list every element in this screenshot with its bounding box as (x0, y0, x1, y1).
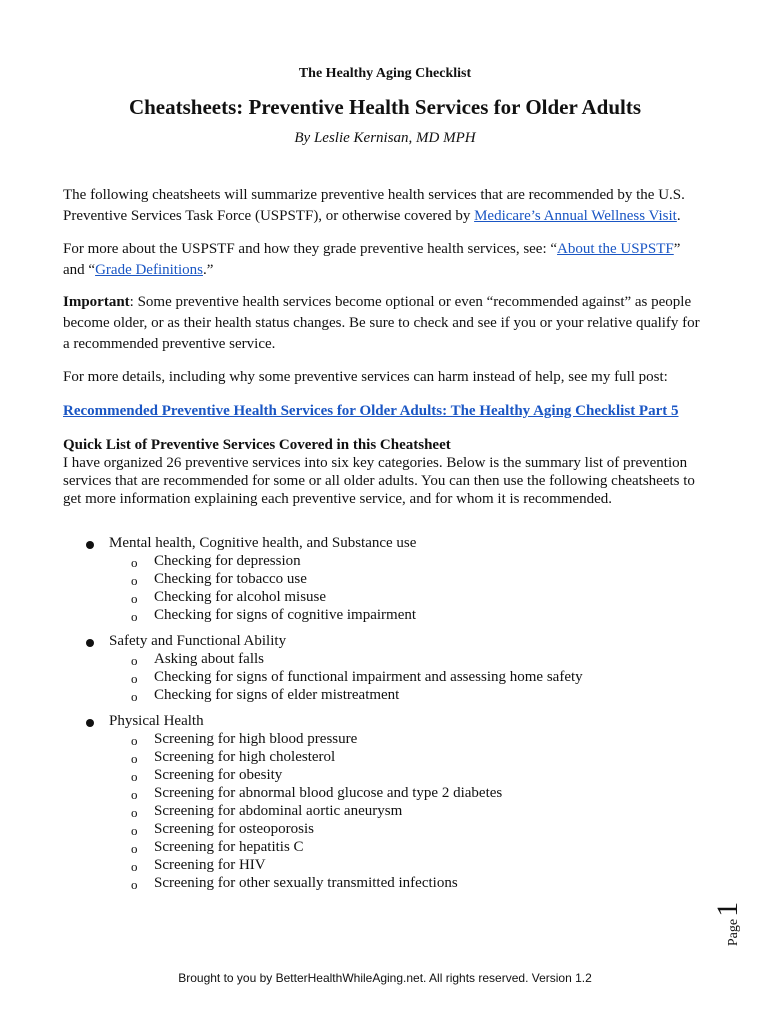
intro-line-2 (63, 206, 713, 227)
sub-bullet: o (131, 733, 138, 748)
sub-bullet: o (131, 859, 138, 874)
important-line-1 (63, 292, 713, 313)
sub-bullet: o (131, 787, 138, 802)
intro-line-1: The following cheatsheets will summarize preventive health services that are recommended by the U.S. (63, 187, 685, 203)
bullet-dot (86, 719, 94, 727)
about-uspstf-link[interactable]: About the USPSTF (557, 241, 674, 257)
sub-bullet: o (131, 653, 138, 668)
page-marker (700, 900, 770, 948)
page-marker-rotated (711, 889, 759, 959)
uspstf-paragraph (63, 239, 713, 281)
sub-bullet: o (131, 689, 138, 704)
important-paragraph (63, 292, 713, 355)
quick-list-section (63, 436, 713, 508)
important-label: Important (63, 294, 130, 310)
list-item: Screening for osteoporosis (154, 821, 314, 837)
quick-list-line-2: services that are recommended for some or all older adults. You can then use the following cheatsheets to (63, 473, 695, 489)
checklist-title: The Healthy Aging Checklist (298, 66, 472, 81)
page-title: Cheatsheets: Preventive Health Services for Older Adults (128, 95, 642, 119)
list-item: Screening for abnormal blood glucose and type 2 diabetes (154, 785, 503, 801)
quick-list-line-1: I have organized 26 preventive services into six key categories. Below is the summary list of prevention (63, 455, 688, 471)
sub-bullet: o (131, 573, 138, 588)
important-line-3: a recommended preventive service. (63, 336, 276, 352)
list-item: Asking about falls (154, 651, 264, 667)
list-item: Screening for obesity (154, 767, 283, 783)
quote-close: ” (673, 241, 681, 257)
list-item: Checking for signs of elder mistreatment (154, 687, 400, 703)
sub-bullet: o (131, 609, 138, 624)
sub-bullet: o (131, 591, 138, 606)
list-item: Checking for signs of cognitive impairment (154, 607, 417, 623)
category-title: Safety and Functional Ability (109, 633, 287, 649)
uspstf-line-1 (63, 239, 713, 260)
page-label: Page (726, 918, 741, 947)
list-item: Screening for high cholesterol (154, 749, 336, 765)
important-line-2: become older, or as their health status changes. Be sure to check and see if you or your relative qualify for (63, 315, 700, 331)
list-item: Screening for other sexually transmitted infections (154, 875, 458, 891)
intro-paragraph (63, 185, 713, 227)
list-item: Screening for hepatitis C (154, 839, 304, 855)
sub-bullet: o (131, 823, 138, 838)
sub-bullet: o (131, 805, 138, 820)
list-item: Checking for depression (154, 553, 301, 569)
sub-bullet: o (131, 751, 138, 766)
list-item: Screening for HIV (154, 857, 266, 873)
intro-text: Preventive Services Task Force (USPSTF), or otherwise covered by (63, 208, 475, 224)
footer: Brought to you by BetterHealthWhileAging.net. All rights reserved. Version 1.2 (178, 971, 592, 985)
list-item: Checking for signs of functional impairment and assessing home safety (154, 669, 583, 685)
sub-bullet: o (131, 877, 138, 892)
list-item: Checking for alcohol misuse (154, 589, 327, 605)
quick-list-heading: Quick List of Preventive Services Covered in this Cheatsheet (63, 437, 451, 453)
category-title: Mental health, Cognitive health, and Substance use (109, 535, 417, 551)
quote-end: .” (202, 262, 214, 278)
grade-definitions-link[interactable]: Grade Definitions (95, 262, 203, 278)
full-post-link[interactable]: Recommended Preventive Health Services for Older Adults: The Healthy Aging Checklist Part 5 (63, 403, 679, 419)
important-text: : Some preventive health services become optional or even “recommended against” as people (129, 294, 692, 310)
full-post-link-line (63, 401, 713, 422)
bullet-dot (86, 541, 94, 549)
page-number: 1 (711, 901, 744, 917)
category-title: Physical Health (109, 713, 204, 729)
quick-list-line-3: get more information explaining each preventive service, and for whom it is recommended. (63, 491, 612, 507)
intro-period: . (676, 208, 681, 224)
byline: By Leslie Kernisan, MD MPH (294, 130, 476, 146)
list-item: Screening for high blood pressure (154, 731, 358, 747)
list-item: Screening for abdominal aortic aneurysm (154, 803, 403, 819)
uspstf-text: For more about the USPSTF and how they grade preventive health services, see: “ (63, 241, 558, 257)
list-item: Checking for tobacco use (154, 571, 307, 587)
medicare-awv-link[interactable]: Medicare’s Annual Wellness Visit (474, 208, 677, 224)
uspstf-line-2 (63, 260, 713, 281)
sub-bullet: o (131, 769, 138, 784)
sub-bullet: o (131, 671, 138, 686)
sub-bullet: o (131, 841, 138, 856)
bullet-dot (86, 639, 94, 647)
sub-bullet: o (131, 555, 138, 570)
and-text: and “ (63, 262, 96, 278)
details-paragraph: For more details, including why some preventive services can harm instead of help, see my full post: (63, 369, 668, 385)
